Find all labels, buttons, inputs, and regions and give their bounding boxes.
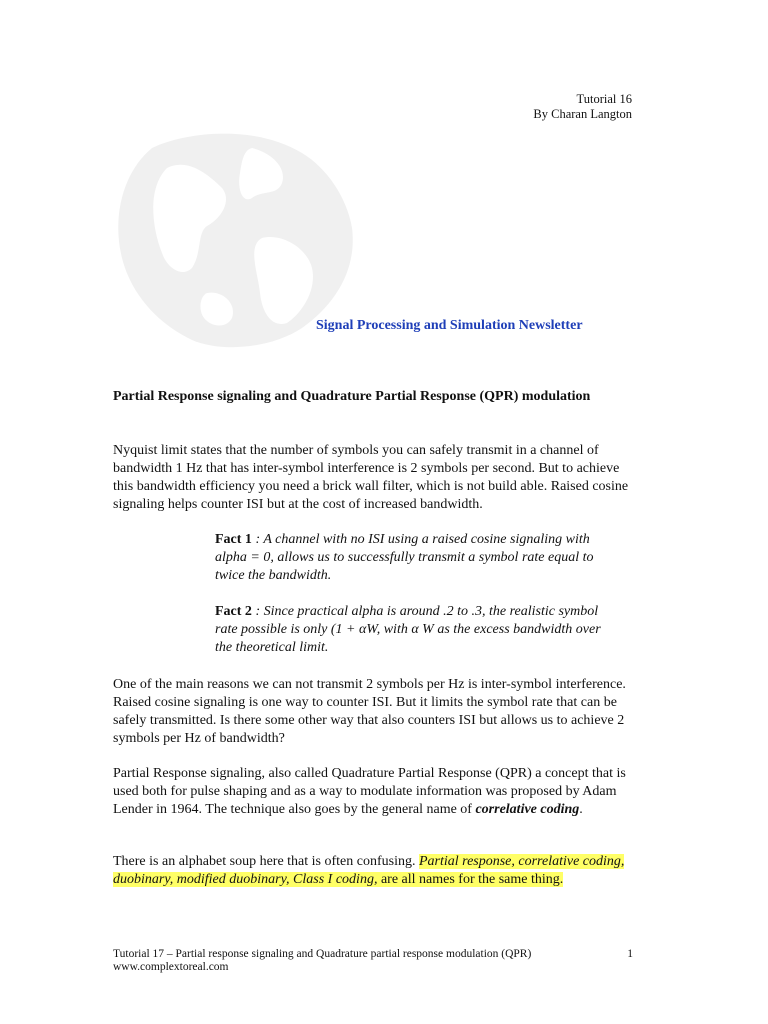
highlighted-names: Partial response, correlative coding, duobinary, modified duobinary, Class I coding, — [113, 854, 625, 887]
fact-1-text: : A channel with no ISI using a raised cosine signaling with alpha = 0, allows us to successfully transmit a symbol rate equal to twice the bandwidth. — [215, 532, 594, 583]
newsletter-title: Signal Processing and Simulation Newsletter — [316, 318, 583, 333]
page-number: 1 — [627, 948, 633, 960]
author: By Charan Langton — [533, 107, 632, 121]
paragraph-intro: Nyquist limit states that the number of symbols you can safely transmit in a channel of bandwidth 1 Hz that has inter-symbol interference is 2 symbols per second. But to achieve this bandwidth efficiency you need a brick wall filter, which is not build able. Raised cosine signaling helps counter ISI but at the cost of increased bandwidth. — [113, 443, 629, 512]
correlative-coding-term: correlative coding — [475, 802, 580, 817]
tutorial-number: Tutorial 16 — [576, 92, 632, 106]
alphabet-soup-text: There is an alphabet soup here that is often confusing. — [113, 854, 419, 869]
page-footer — [113, 948, 633, 974]
paragraph-partial-response-text: Partial Response signaling, also called Quadrature Partial Response (QPR) a concept that is used both for pulse shaping and as a way to modulate information was proposed by Adam Lender in 1964. The technique also goes by the general name of — [113, 766, 626, 817]
globe-icon — [112, 128, 362, 350]
paragraph-partial-response-end: . — [579, 802, 583, 817]
highlighted-end: are all names for the same thing. — [377, 872, 564, 887]
article-title: Partial Response signaling and Quadrature Partial Response (QPR) modulation — [113, 389, 591, 404]
paragraph-isi: One of the main reasons we can not transmit 2 symbols per Hz is inter-symbol interference. Raised cosine signaling is one way to counter ISI. But it limits the symbol rate that can be safely transmitted. Is there some other way that also counters ISI but allows us to achieve 2 symbols per Hz of bandwidth? — [113, 677, 626, 746]
paragraph-partial-response — [113, 765, 643, 819]
footer-url: www.complextoreal.com — [113, 961, 229, 973]
fact-2-label: Fact 2 — [215, 604, 252, 619]
footer-title: Tutorial 17 – Partial response signaling and Quadrature partial response modulation (QPR) — [113, 948, 532, 960]
fact-2-text: : Since practical alpha is around .2 to .3, the realistic symbol rate possible is only (1 + αW, with α W as the excess bandwidth over the theoretical limit. — [215, 604, 601, 655]
document-header — [533, 92, 632, 122]
paragraph-alphabet-soup — [113, 853, 643, 889]
fact-2 — [215, 603, 615, 657]
fact-1 — [215, 531, 615, 585]
fact-1-label: Fact 1 — [215, 532, 252, 547]
